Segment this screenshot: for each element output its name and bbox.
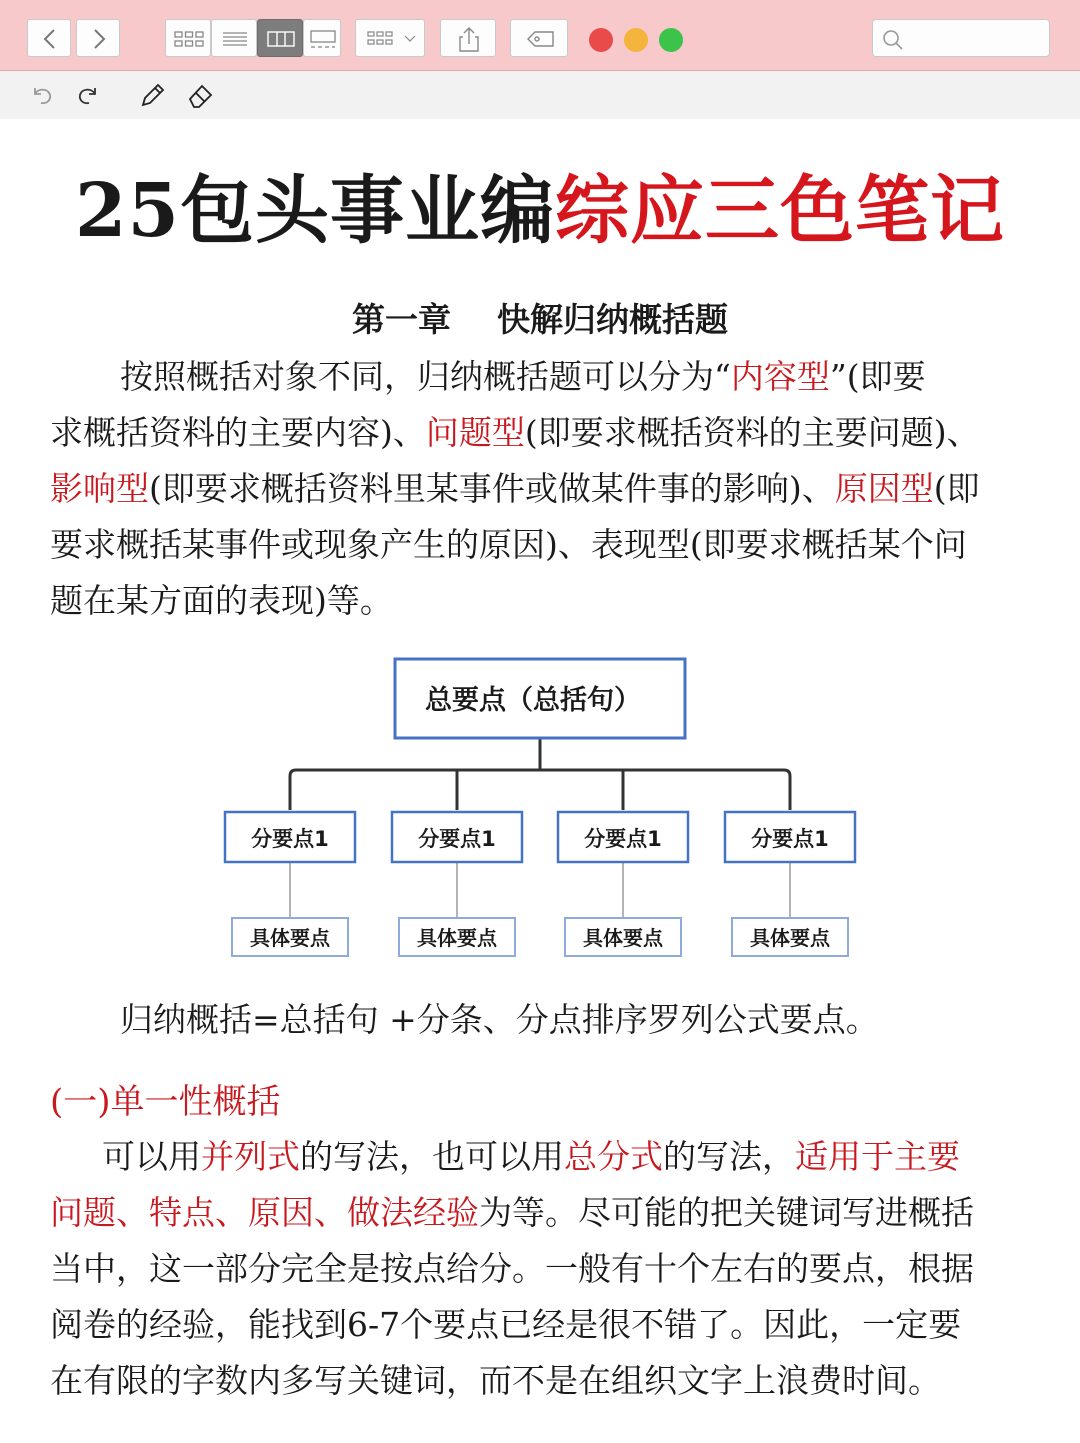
intro-line-4: 要求概括某事件或现象产生的原因)、表现型(即要求概括某个问 xyxy=(50,525,967,564)
text-run: 的写法，也可以用 xyxy=(300,1137,564,1176)
paragraph-single-summary xyxy=(50,1129,1035,1409)
highlight-applicable: 适用于主要 xyxy=(795,1137,960,1176)
highlight-problem-type: 问题型 xyxy=(425,413,525,452)
detail-node-label: 具体要点 xyxy=(417,926,497,950)
highlight-parallel: 并列式 xyxy=(201,1137,300,1176)
highlight-impact-type: 影响型 xyxy=(50,469,149,508)
branch-node-label: 分要点1 xyxy=(251,827,329,851)
intro-line-5: 题在某方面的表现)等。 xyxy=(50,581,393,620)
text-run: ”(即要 xyxy=(829,357,926,396)
highlight-cause-type: 原因型 xyxy=(834,469,934,508)
summary-line-3: 当中，这一部分完全是按点给分。一般有十个左右的要点，根据 xyxy=(50,1249,974,1288)
detail-node-label: 具体要点 xyxy=(750,926,830,950)
summary-line-5: 在有限的字数内多写关键词，而不是在组织文字上浪费时间。 xyxy=(50,1361,941,1400)
text-run: 求概括资料的主要内容)、 xyxy=(50,413,426,452)
highlight-general-specific: 总分式 xyxy=(564,1137,663,1176)
diagram-detail-connectors xyxy=(290,862,790,918)
text-run: (即 xyxy=(933,469,980,508)
text-run: 按照概括对象不同，归纳概括题可以分为“ xyxy=(120,357,731,396)
diagram-connectors xyxy=(290,738,790,810)
text-run: 为等。尽可能的把关键词写进概括 xyxy=(479,1193,974,1232)
detail-node-label: 具体要点 xyxy=(250,926,330,950)
text-run: 可以用 xyxy=(102,1137,201,1176)
chapter-heading: 第一章 快解归纳概括题 xyxy=(352,300,728,339)
summary-line-1 xyxy=(50,1129,1035,1185)
section-heading: (一)单一性概括 xyxy=(50,1082,281,1122)
title-black-part: 25包头事业编 xyxy=(75,168,555,254)
root-node-label: 总要点（总括句） xyxy=(425,685,641,716)
text-run: 的写法， xyxy=(663,1137,795,1176)
summary-line-2 xyxy=(50,1185,1035,1241)
summary-line-4: 阅卷的经验，能找到6-7个要点已经是很不错了。因此，一定要 xyxy=(50,1305,962,1344)
title-red-part: 综应三色笔记 xyxy=(554,168,1005,254)
detail-node-label: 具体要点 xyxy=(583,926,663,950)
text-run: (即要求概括资料里某事件或做某件事的影响)、 xyxy=(149,469,835,508)
highlight-content-type: 内容型 xyxy=(730,357,830,396)
formula-line: 归纳概括=总括句 +分条、分点排序罗列公式要点。 xyxy=(120,1000,879,1039)
text-run: (即要求概括资料的主要问题)、 xyxy=(524,413,980,452)
branch-node-label: 分要点1 xyxy=(751,827,829,851)
branch-node-label: 分要点1 xyxy=(584,827,662,851)
branch-node-label: 分要点1 xyxy=(418,827,496,851)
highlight-categories: 问题、特点、原因、做法经验 xyxy=(50,1193,479,1232)
